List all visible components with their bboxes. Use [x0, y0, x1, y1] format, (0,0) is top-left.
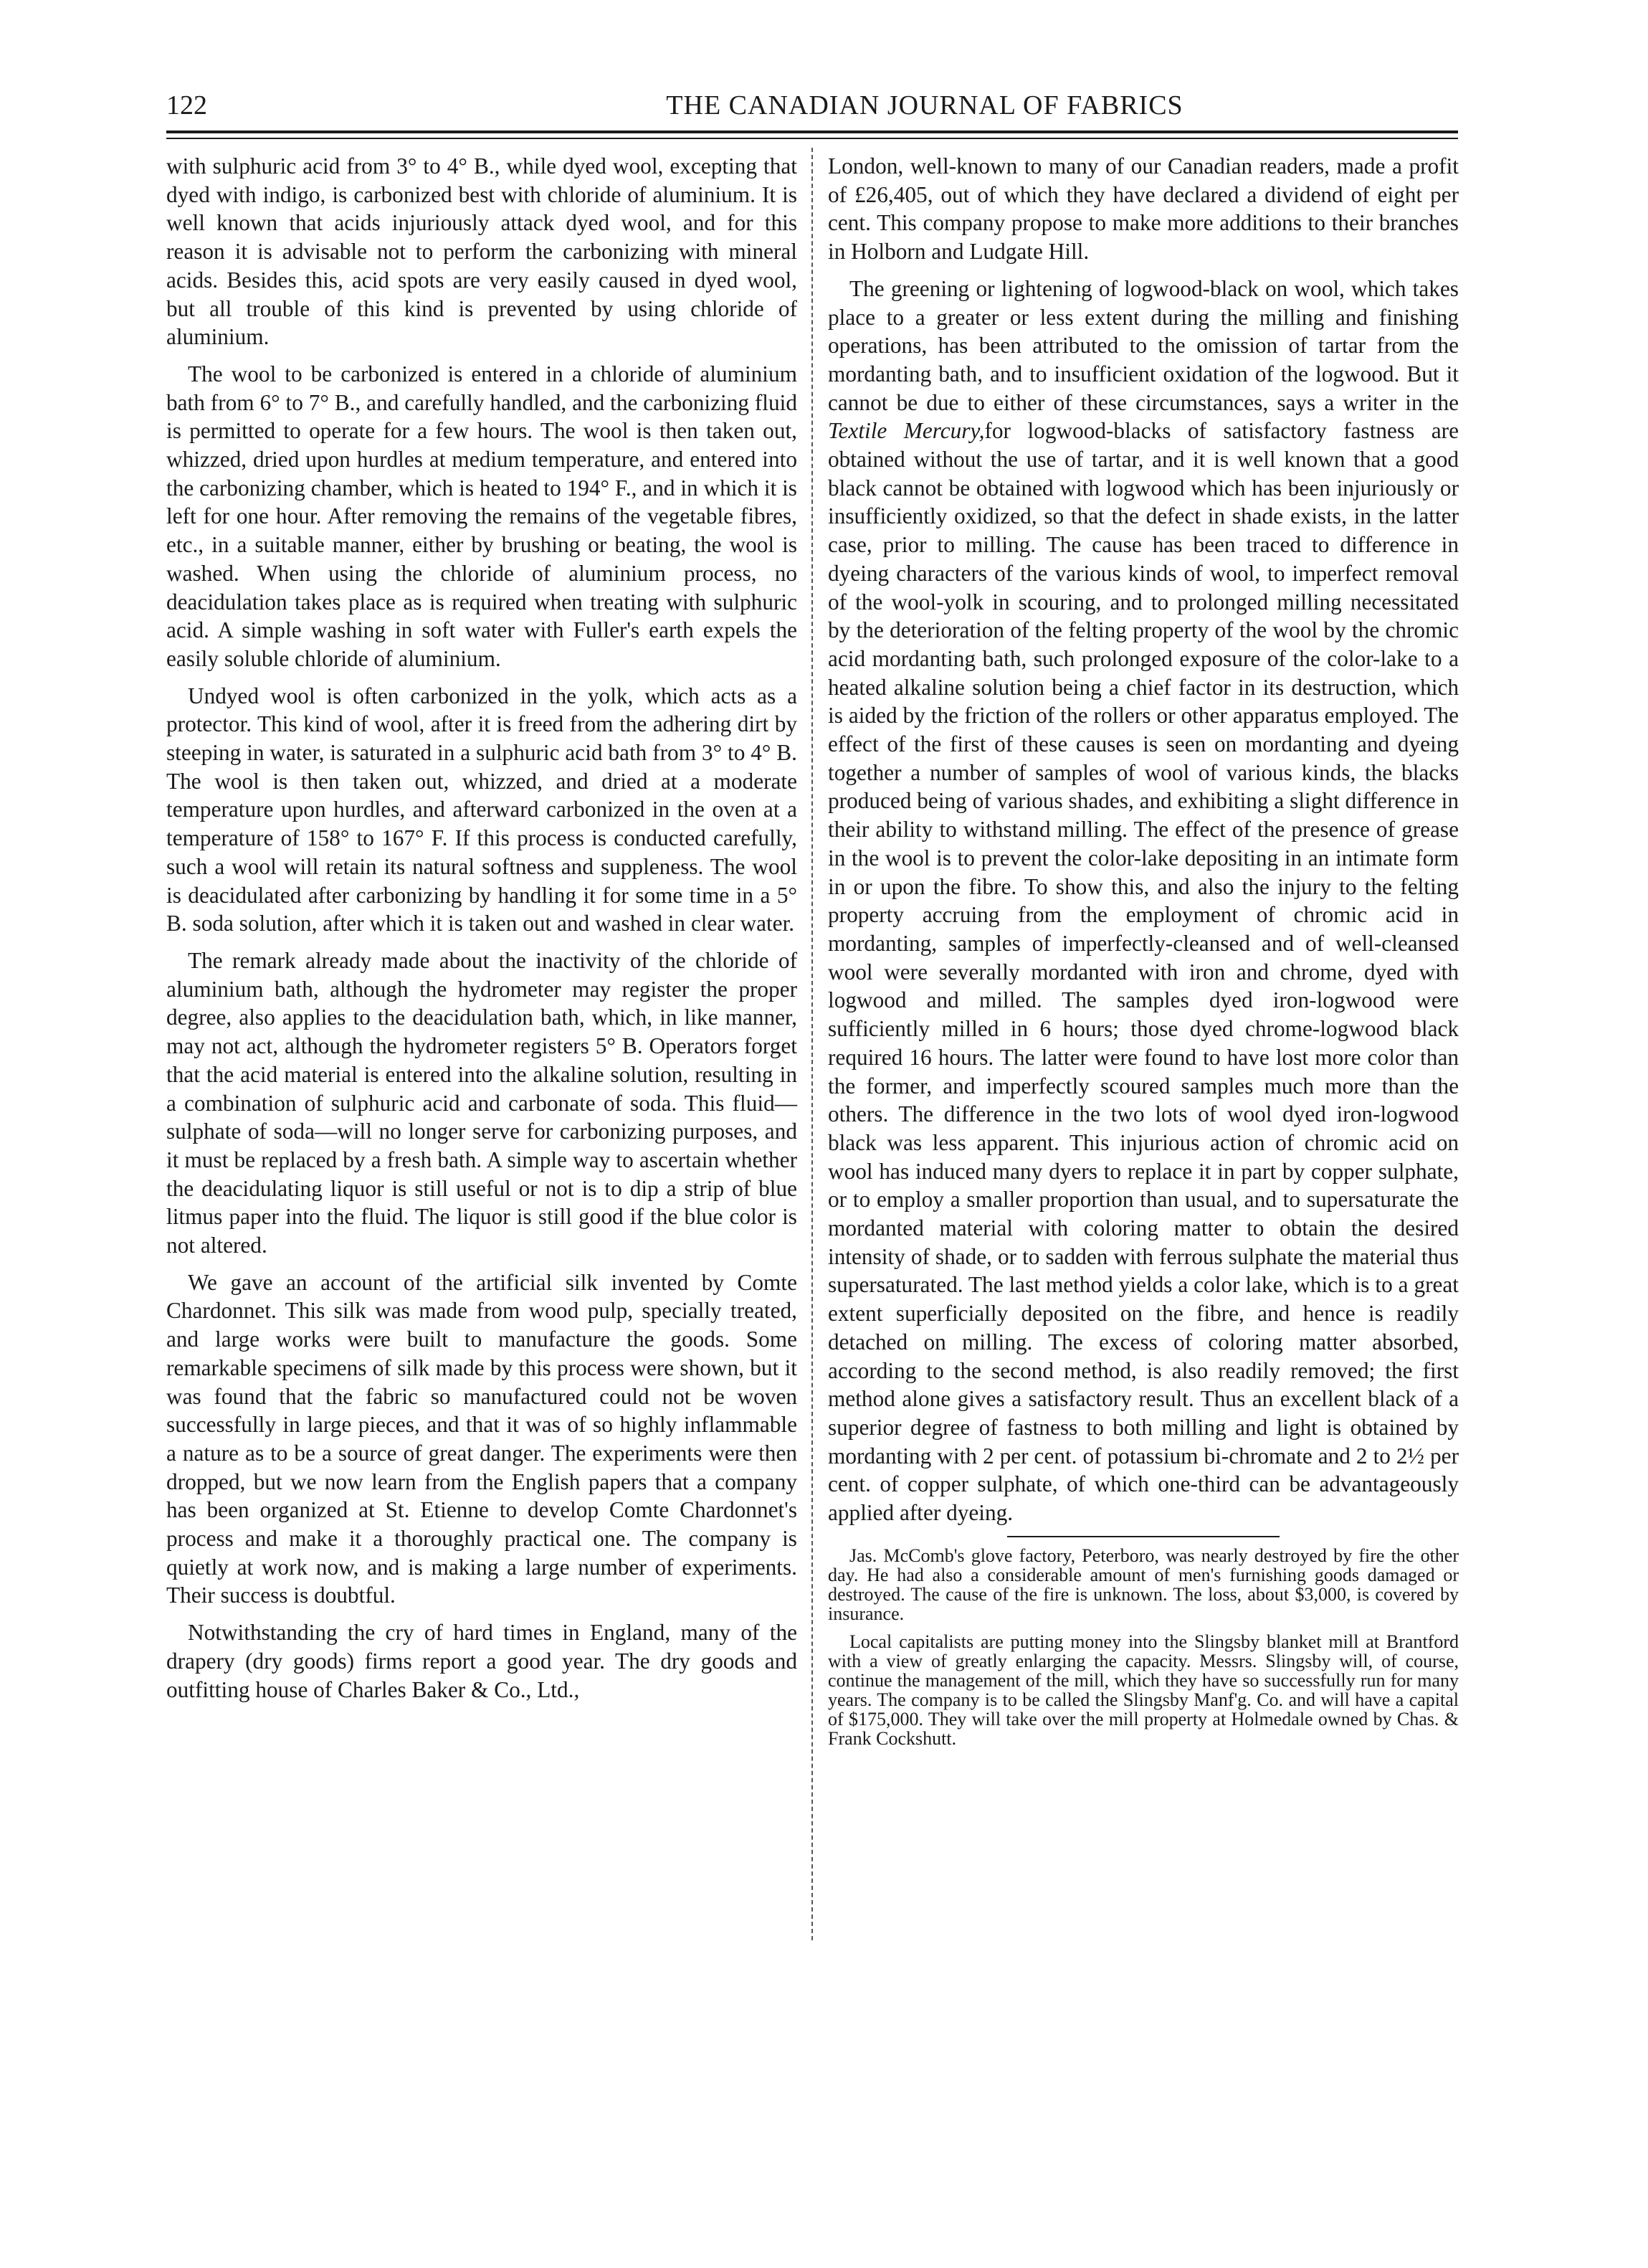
paragraph-carbonizing-bath: The wool to be carbonized is entered in a chloride of aluminium bath from 6° to 7° B., and carefully handled, and the carbonizing fluid is permitted to operate for a few hours. The wool is then taken out, whizzed, dried upon hurdles at medium temperature, and entered into the carbonizing chamber, which is heated to 194° F., and in which it is left for one hour. After removing the remains of the vegetable fibres, etc., in a suitable manner, either by brushing or beating, the wool is washed. When using the chloride of aluminium process, no deacidulation takes place as is required when treating with sulphuric acid. A simple washing in soft water with Fuller's earth expels the easily soluble chloride of aluminium.: [166, 361, 797, 671]
paragraph-hard-times: Notwithstanding the cry of hard times in England, many of the drapery (dry goods) firms report a good year. The dry goods and outfitting house of Charles Baker & Co., Ltd.,: [166, 1620, 797, 1702]
paragraph-deacidulation: The remark already made about the inactivity of the chloride of aluminium bath, although the hydrometer may register the proper degree, also applies to the deacidulation bath, which, in like manner, may not act, although the hydrometer registers 5° B. Operators forget that the acid material is entered into the alkaline solution, resulting in a combination of sulphuric acid and carbonate of soda. This fluid—sulphate of soda—will no longer serve for carbonizing purposes, and it must be replaced by a fresh bath. A simple way to ascertain whether the deacidulating liquor is still useful or not is to dip a strip of blue litmus paper into the fluid. The liquor is still good if the blue color is not altered.: [166, 947, 797, 1258]
page-number: 122: [166, 90, 207, 120]
note-mccomb-fire: Jas. McComb's glove factory, Peterboro, was nearly destroyed by fire the other day. He had also a considerable amount of men's furnishing goods damaged or destroyed. The cause of the fire is unknown. The loss, about $3,000, is covered by insurance.: [828, 1545, 1459, 1624]
header-rule-thin: [166, 138, 1458, 139]
paragraph-charles-baker-continuation: London, well-known to many of our Canadian readers, made a profit of £26,405, out of which they have declared a dividend of eight per cent. This company propose to make more additions to their branches in Holborn and Ludgate Hill.: [828, 153, 1459, 265]
publication-name: Textile Mercury,: [828, 418, 985, 444]
logwood-text-before: The greening or lightening of logwood-black on wool, which takes place to a greater or less extent during the milling and finishing operations, has been attributed to the omission of tartar from the mordanting bath, and to insufficient oxidation of the logwood. But it cannot be due to either of these circumstances, says a writer in the: [828, 275, 1459, 415]
note-slingsby-mill: Local capitalists are putting money into the Slingsby blanket mill at Brantford with a view of greatly enlarging the capacity. Messrs. Slingsby will, of course, continue the management of the mill, which they have so successfully run for many years. The company is to be called the Slingsby Manf'g. Co. and will have a capital of $175,000. They will take over the mill property at Holmedale owned by Chas. & Frank Cockshutt.: [828, 1631, 1459, 1749]
paragraph-undyed-wool: Undyed wool is often carbonized in the yolk, which acts as a protector. This kind of wool, after it is freed from the adhering dirt by steeping in water, is saturated in a sulphuric acid bath from 3° to 4° B. The wool is then taken out, whizzed, and dried at a moderate temperature upon hurdles, and afterward carbonized in the oven at a temperature of 158° to 167° F. If this process is conducted carefully, such a wool will retain its natural softness and suppleness. The wool is deacidulated after carbonizing by handling it for some time in a 5° B. soda solution, after which it is taken out and washed in clear water.: [166, 683, 797, 936]
paragraph-logwood-black: [828, 275, 1459, 1527]
paragraph-artificial-silk: We gave an account of the artificial silk invented by Comte Chardonnet. This silk was made from wood pulp, specially treated, and large works were built to manufacture the goods. Some remarkable specimens of silk made by this process were shown, but it was found that the fabric so manufactured could not be woven successfully in large pieces, and that it was of so highly inflammable a nature as to be a source of great danger. The experiments were then dropped, but we now learn from the English papers that a company has been organized at St. Etienne to develop Comte Chardonnet's process and make it a thoroughly practical one. The company is quietly at work now, and is making a large number of experiments. Their success is doubtful.: [166, 1269, 797, 1608]
paragraph-acid-continuation: with sulphuric acid from 3° to 4° B., while dyed wool, excepting that dyed with indigo, is carbonized best with chloride of aluminium. It is well known that acids injuriously attack dyed wool, and for this reason it is advisable not to perform the carbonizing with mineral acids. Besides this, acid spots are very easily caused in dyed wool, but all trouble of this kind is prevented by using chloride of aluminium.: [166, 153, 797, 350]
notes-separator: [1007, 1536, 1280, 1537]
running-title: THE CANADIAN JOURNAL OF FABRICS: [666, 90, 1183, 120]
header-rule-thick: [166, 131, 1458, 133]
column-divider: [811, 148, 813, 1940]
left-column: [166, 152, 797, 1712]
logwood-text-after: for logwood-blacks of satisfactory fastness are obtained without the use of tartar, and it is well known that a good black cannot be obtained with logwood which has been injuriously or insufficiently oxidized, so that the defect in shade exists, in the latter case, prior to milling. The cause has been traced to difference in dyeing characters of the various kinds of wool, to imperfect removal of the wool-yolk in scouring, and to prolonged milling necessitated by the deterioration of the felting property of the wool by the chromic acid mordanting bath, such prolonged exposure of the color-lake to a heated alkaline solution being a chief factor in its destruction, which is aided by the friction of the rollers or other apparatus employed. The effect of the first of these causes is seen on mordanting and dyeing together a number of samples of wool of various kinds, the blacks produced being of various shades, and exhibiting a slight difference in their ability to withstand milling. The effect of the presence of grease in the wool is to prevent the color-lake depositing in an intimate form in or upon the fibre. To show this, and also the injury to the felting property accruing from the employment of chromic acid in mordanting, samples of imperfectly-cleansed and of well-cleansed wool were severally mordanted with iron and chrome, dyed with logwood and milled. The samples dyed iron-logwood were sufficiently milled in 6 hours; those dyed chrome-logwood black required 16 hours. The latter were found to have lost more color than the former, and imperfectly scoured samples much more than the others. The difference in the two lots of wool dyed iron-logwood black was less apparent. This injurious action of chromic acid on wool has induced many dyers to replace it in part by copper sulphate, or to employ a smaller proportion than usual, and to supersaturate the mordanted material with coloring matter to obtain the desired intensity of shade, or to sadden with ferrous sulphate the material thus supersaturated. The last method yields a color lake, which is to a great extent superficially deposited on the fibre, and hence is readily detached on milling. The excess of coloring matter absorbed, according to the second method, is also readily removed; the first method alone gives a satisfactory result. Thus an excellent black of a superior degree of fastness to both milling and light is obtained by mordanting with 2 per cent. of potassium bi-chromate and 2 to 2½ per cent. of copper sulphate, of which one-third can be advantageously applied after dyeing.: [828, 418, 1459, 1526]
right-column: [828, 152, 1459, 1757]
